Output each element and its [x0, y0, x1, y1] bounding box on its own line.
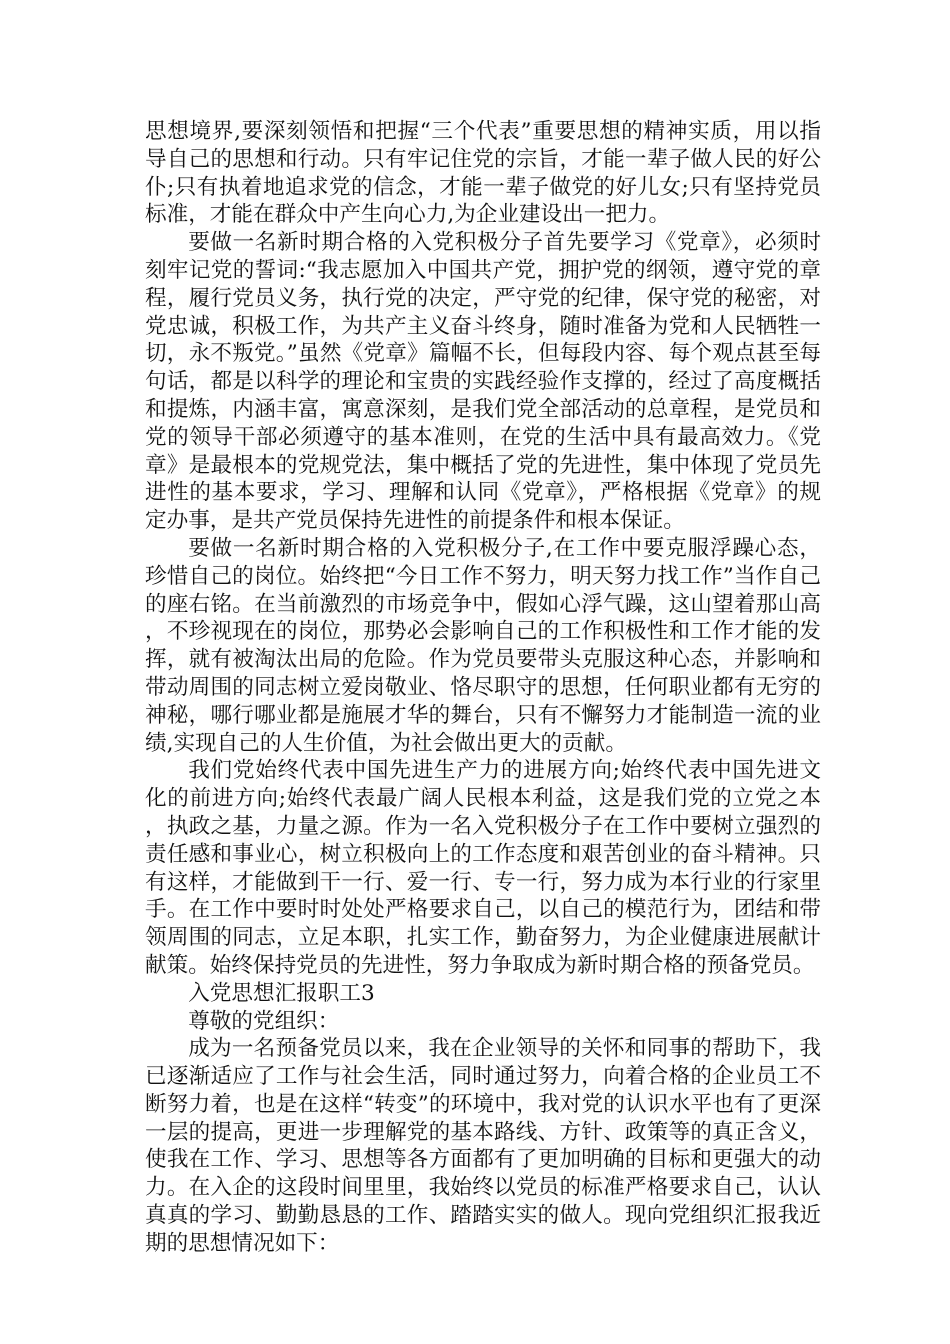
paragraph-party-representation: 我们党始终代表中国先进生产力的进展方向;始终代表中国先进文化的前进方向;始终代表最广阔人民根本利益，这是我们党的立党之本，执政之基，力量之源。作为一名入党积极分子在工作中要树立强烈的责任感和事业心，树立积极向上的工作态度和艰苦创业的奋斗精神。只有这样，才能做到干一行、爱一行、专一行，努力成为本行业的行家里手。在工作中要时时处处严格要求自己，以自己的模范行为，团结和带领周围的同志，立足本职，扎实工作，勤奋努力，为企业健康进展献计献策。始终保持党员的先进性，努力争取成为新时期合格的预备党员。 [145, 758, 821, 978]
document-page [145, 118, 821, 1258]
paragraph-report-intro: 成为一名预备党员以来，我在企业领导的关怀和同事的帮助下，我已逐渐适应了工作与社会生活，同时通过努力，向着合格的企业员工不断努力着，也是在这样“转变”的环境中，我对党的认识水平也有了更深一层的提高，更进一步理解党的基本路线、方针、政策等的真正含义，使我在工作、学习、思想等各方面都有了更加明确的目标和更强大的动力。在入企的这段时间里里，我始终以党员的标准严格要求自己，认认真真的学习、勤勤恳恳的工作、踏踏实实的做人。现向党组织汇报我近期的思想情况如下： [145, 1036, 821, 1256]
section-heading: 入党思想汇报职工3 [188, 980, 375, 1006]
paragraph-party-constitution: 要做一名新时期合格的入党积极分子首先要学习《党章》，必须时刻牢记党的誓词:“我志愿加入中国共产党，拥护党的纲领，遵守党的章程，履行党员义务，执行党的决定，严守党的纪律，保守党的秘密，对党忠诚，积极工作，为共产主义奋斗终身，随时准备为党和人民牺牲一切，永不叛党。”虽然《党章》篇幅不长，但每段内容、每个观点甚至每句话，都是以科学的理论和宝贵的实践经验作支撑的，经过了高度概括和提炼，内涵丰富，寓意深刻，是我们党全部活动的总章程，是党员和党的领导干部必须遵守的基本准则，在党的生活中具有最高效力。《党章》是最根本的党规党法，集中概括了党的先进性，集中体现了党员先进性的基本要求，学习、理解和认同《党章》，严格根据《党章》的规定办事，是共产党员保持先进性的前提条件和根本保证。 [145, 230, 821, 534]
salutation: 尊敬的党组织： [188, 1008, 340, 1034]
paragraph-work-attitude: 要做一名新时期合格的入党积极分子,在工作中要克服浮躁心态，珍惜自己的岗位。始终把“今日工作不努力，明天努力找工作”当作自己的座右铭。在当前激烈的市场竞争中，假如心浮气躁，这山望着那山高，不珍视现在的岗位，那势必会影响自己的工作积极性和工作才能的发挥，就有被淘汰出局的危险。作为党员要带头克服这种心态，并影响和带动周围的同志树立爱岗敬业、恪尽职守的思想，任何职业都有无穷的神秘，哪行哪业都是施展才华的舞台，只有不懈努力才能制造一流的业绩,实现自己的人生价值，为社会做出更大的贡献。 [145, 535, 821, 756]
paragraph-continuation: 思想境界,要深刻领悟和把握“三个代表”重要思想的精神实质，用以指导自己的思想和行动。只有牢记住党的宗旨，才能一辈子做人民的好公仆;只有执着地追求党的信念，才能一辈子做党的好儿女;只有坚持党员标准，才能在群众中产生向心力,为企业建设出一把力。 [145, 119, 821, 228]
